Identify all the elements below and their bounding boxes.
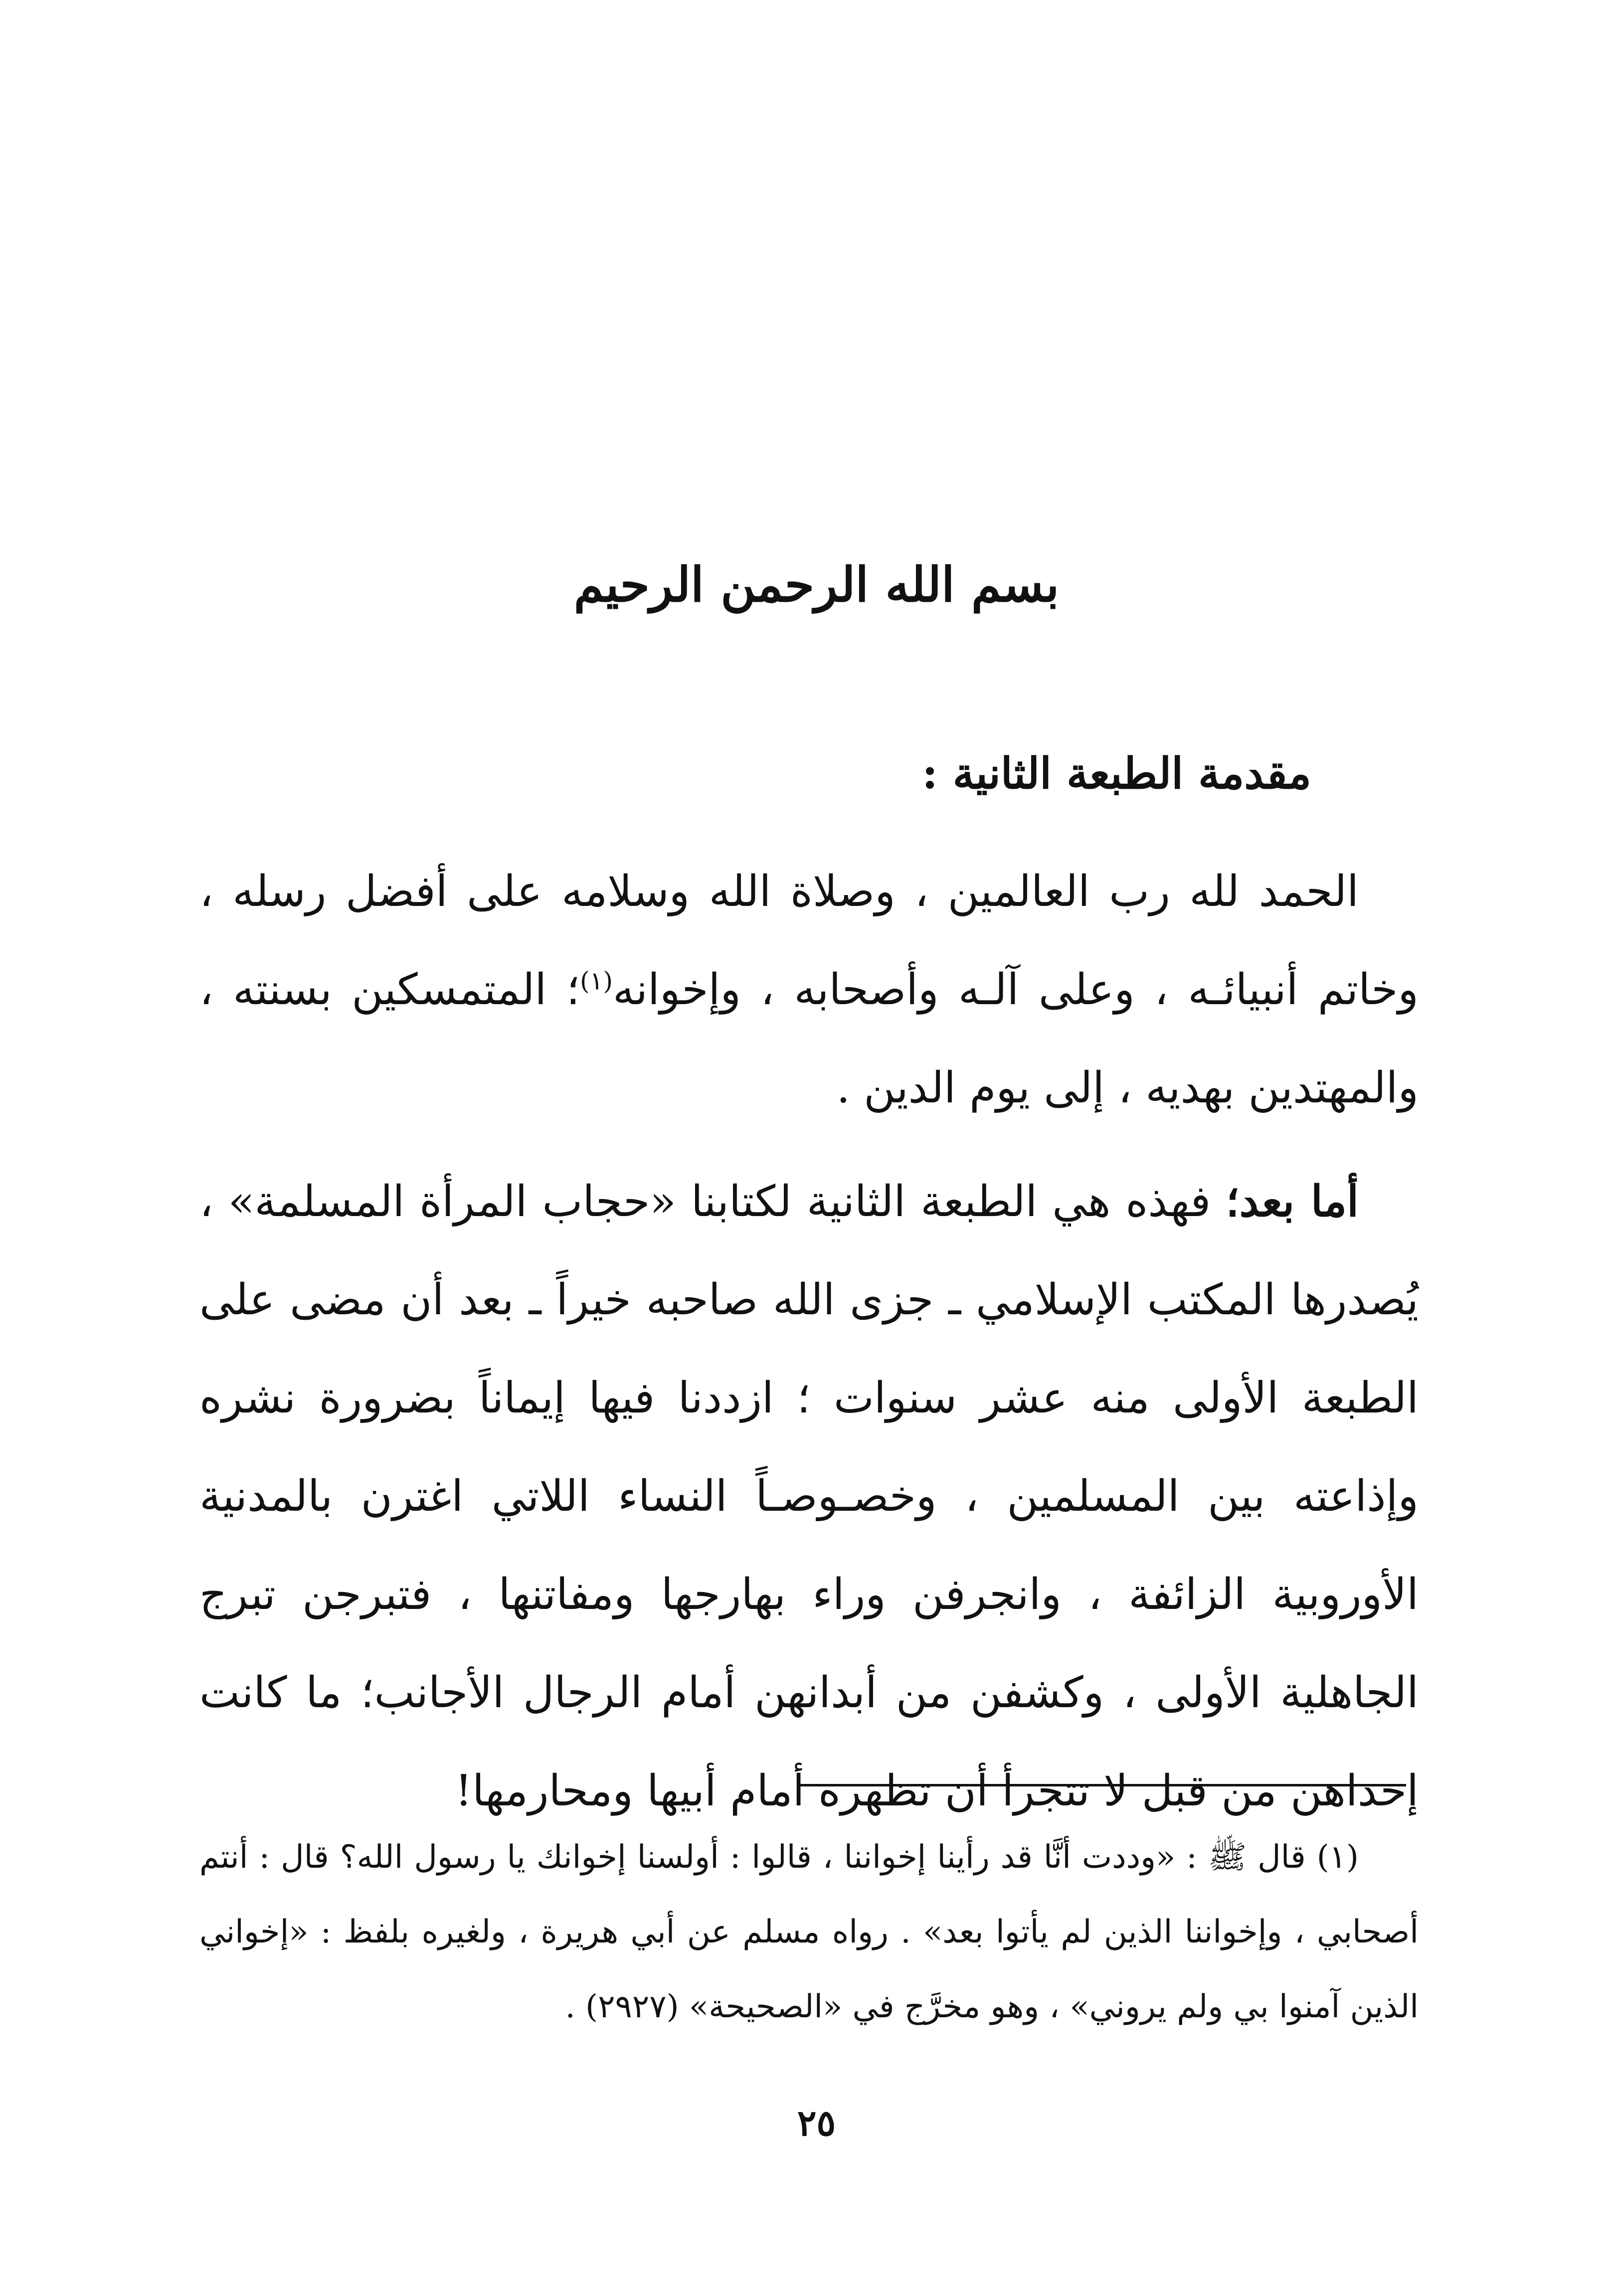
footnotes	[199, 1820, 1419, 2044]
footnote-divider	[800, 1784, 1406, 1786]
page-number: ٢٥	[797, 2102, 836, 2144]
body-text	[199, 843, 1419, 1855]
paragraph-1	[199, 843, 1419, 1137]
paragraph-1-text-before-note: الحمد لله رب العالمين ، وصلاة الله وسلامه على أفضل رسله ، وخاتم أنبيائـه ، وعلى آلـه وأصحابه ، وإخوانه	[199, 867, 1419, 1015]
footnote-marker: (١)	[580, 966, 613, 996]
paragraph-2-text: فهذه هي الطبعة الثانية لكتابنا «حجاب المرأة المسلمة» ، يُصدرها المكتب الإسلامي ـ جزى الله صاحبه خيراً ـ بعد أن مضى على الطبعة الأولى منه عشر سنوات ؛ ازددنا فيها إيماناً بضرورة نشره وإذاعته بين المسلمين ، وخصـوصـاً النساء اللاتي اغترن بالمدنية الأوروبية الزائفة ، وانجرفن وراء بهارجها ومفاتنها ، فتبرجن تبرج الجاهلية الأولى ، وكشفن من أبدانهن أمام الرجال الأجانب؛ ما كانت إحداهن من قبل لا تتجرأ أن تظهره أمام أبيها ومحارمها!	[199, 1177, 1419, 1816]
basmala-heading: بسم الله الرحمن الرحيم	[573, 556, 1060, 613]
paragraph-2	[199, 1152, 1419, 1840]
section-heading: مقدمة الطبعة الثانية :	[922, 748, 1311, 799]
paragraph-1-text-after-note: ؛ المتمسكين بسنته ، والمهتدين بهديه ، إلى يوم الدين .	[199, 965, 1419, 1113]
footnote-1: (١) قال ﷺ : «وددت أنَّا قد رأينا إخواننا ، قالوا : أولسنا إخوانك يا رسول الله؟ قال : أنتم أصحابي ، وإخواننا الذين لم يأتوا بعد» . رواه مسلم عن أبي هريرة ، ولغيره بلفظ : «إخواني الذين آمنوا بي ولم يروني» ، وهو مخرَّج في «الصحيحة» (٢٩٢٧) .	[199, 1839, 1419, 2025]
paragraph-2-lead: أما بعد؛	[1226, 1176, 1359, 1227]
